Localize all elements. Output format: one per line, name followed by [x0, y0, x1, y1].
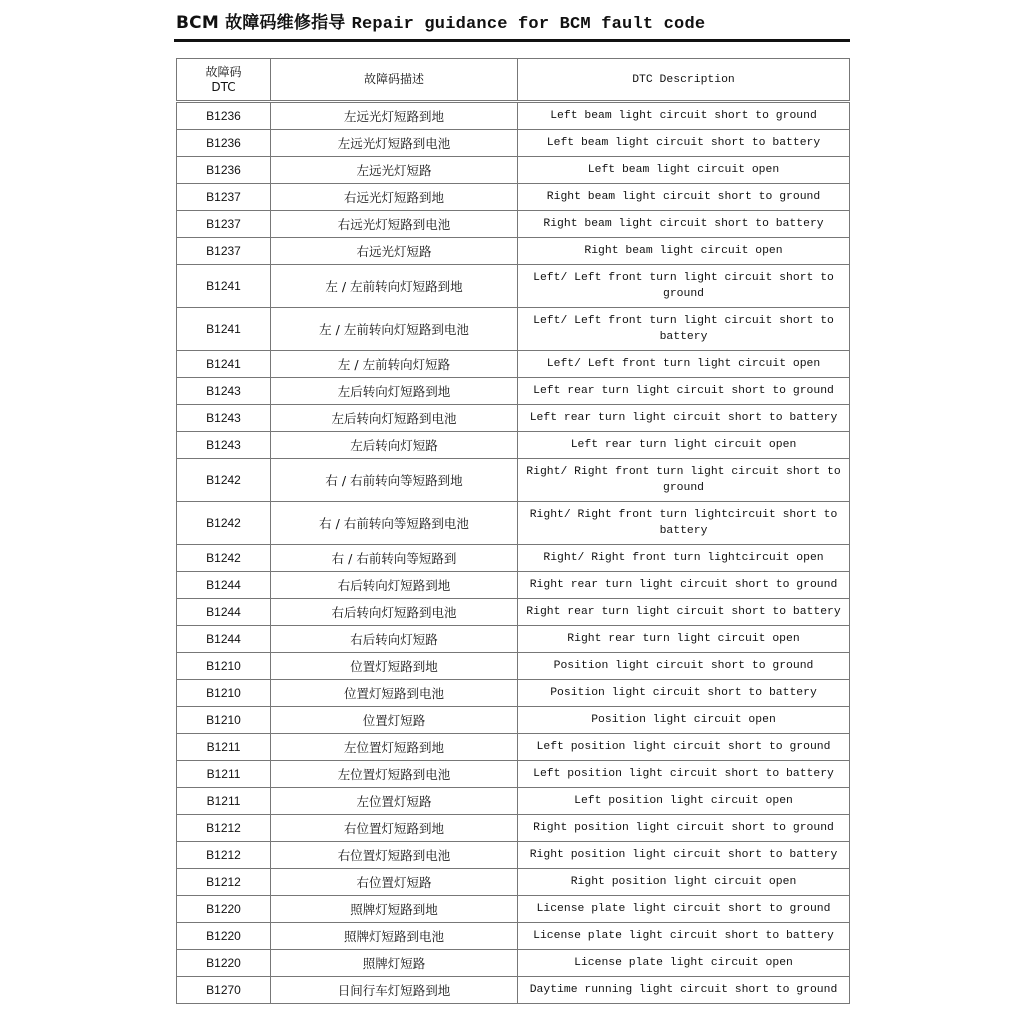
description-en-cell: License plate light circuit open [518, 950, 850, 977]
dtc-code-cell: B1212 [177, 869, 271, 896]
dtc-code-cell: B1210 [177, 653, 271, 680]
table-row [177, 211, 850, 238]
dtc-code-cell: B1270 [177, 977, 271, 1004]
dtc-code-cell: B1237 [177, 211, 271, 238]
table-row [177, 351, 850, 378]
table-row [177, 378, 850, 405]
description-en-cell: License plate light circuit short to battery [518, 923, 850, 950]
dtc-code-cell: B1211 [177, 788, 271, 815]
table-row [177, 265, 850, 308]
dtc-code-cell: B1242 [177, 545, 271, 572]
dtc-code-cell: B1241 [177, 308, 271, 351]
description-cn-cell: 位置灯短路 [271, 707, 518, 734]
table-row [177, 626, 850, 653]
table-row [177, 432, 850, 459]
table-row [177, 405, 850, 432]
table-row [177, 653, 850, 680]
table-row [177, 734, 850, 761]
dtc-code-cell: B1211 [177, 761, 271, 788]
description-cn-cell: 照牌灯短路 [271, 950, 518, 977]
description-en-cell: Left/ Left front turn light circuit short to battery [518, 308, 850, 351]
table-row [177, 707, 850, 734]
description-cn-cell: 左位置灯短路到地 [271, 734, 518, 761]
description-cn-cell: 右远光灯短路到地 [271, 184, 518, 211]
description-en-cell: Right rear turn light circuit short to battery [518, 599, 850, 626]
description-cn-cell: 右 / 右前转向等短路到 [271, 545, 518, 572]
description-en-cell: Left beam light circuit short to battery [518, 130, 850, 157]
description-cn-cell: 左后转向灯短路到电池 [271, 405, 518, 432]
dtc-code-cell: B1220 [177, 896, 271, 923]
description-cn-cell: 右 / 右前转向等短路到电池 [271, 502, 518, 545]
description-en-cell: Right/ Right front turn lightcircuit short to battery [518, 502, 850, 545]
dtc-code-cell: B1241 [177, 351, 271, 378]
description-en-cell: Right beam light circuit short to battery [518, 211, 850, 238]
description-cn-cell: 左远光灯短路到电池 [271, 130, 518, 157]
description-en-cell: Right beam light circuit short to ground [518, 184, 850, 211]
header-dtc-en: DTC [211, 79, 236, 94]
table-row [177, 184, 850, 211]
title-english: Repair guidance for BCM fault code [351, 15, 706, 34]
table-body [177, 102, 850, 1004]
header-dtc [177, 59, 271, 102]
description-cn-cell: 右远光灯短路 [271, 238, 518, 265]
table-row [177, 238, 850, 265]
description-en-cell: Left rear turn light circuit short to ground [518, 378, 850, 405]
table-row [177, 869, 850, 896]
dtc-table [176, 58, 850, 1004]
description-en-cell: Left/ Left front turn light circuit short to ground [518, 265, 850, 308]
description-en-cell: Position light circuit short to battery [518, 680, 850, 707]
dtc-code-cell: B1237 [177, 238, 271, 265]
table-row [177, 680, 850, 707]
description-en-cell: Right position light circuit short to ground [518, 815, 850, 842]
dtc-code-cell: B1210 [177, 680, 271, 707]
description-cn-cell: 左 / 左前转向灯短路到电池 [271, 308, 518, 351]
description-en-cell: Right position light circuit short to battery [518, 842, 850, 869]
description-cn-cell: 右位置灯短路到地 [271, 815, 518, 842]
dtc-code-cell: B1241 [177, 265, 271, 308]
table-row [177, 308, 850, 351]
table-row [177, 815, 850, 842]
header-desc-cn: 故障码描述 [271, 59, 518, 102]
description-cn-cell: 右位置灯短路 [271, 869, 518, 896]
dtc-code-cell: B1236 [177, 157, 271, 184]
description-cn-cell: 左 / 左前转向灯短路到地 [271, 265, 518, 308]
dtc-code-cell: B1243 [177, 432, 271, 459]
table-row [177, 545, 850, 572]
description-cn-cell: 照牌灯短路到电池 [271, 923, 518, 950]
table-row [177, 788, 850, 815]
dtc-code-cell: B1236 [177, 102, 271, 130]
description-en-cell: Right/ Right front turn lightcircuit open [518, 545, 850, 572]
dtc-code-cell: B1211 [177, 734, 271, 761]
description-en-cell: Daytime running light circuit short to ground [518, 977, 850, 1004]
dtc-code-cell: B1210 [177, 707, 271, 734]
table-row [177, 950, 850, 977]
table-row [177, 157, 850, 184]
description-en-cell: Left position light circuit open [518, 788, 850, 815]
table-row [177, 102, 850, 130]
table-row [177, 977, 850, 1004]
header-dtc-cn: 故障码 [205, 64, 242, 79]
description-en-cell: Right rear turn light circuit short to ground [518, 572, 850, 599]
description-cn-cell: 右后转向灯短路到电池 [271, 599, 518, 626]
title-prefix: BCM 故障码维修指导 [176, 13, 346, 33]
description-cn-cell: 左远光灯短路 [271, 157, 518, 184]
description-en-cell: Left rear turn light circuit open [518, 432, 850, 459]
description-en-cell: Left/ Left front turn light circuit open [518, 351, 850, 378]
description-en-cell: Position light circuit open [518, 707, 850, 734]
dtc-code-cell: B1242 [177, 502, 271, 545]
table-row [177, 599, 850, 626]
dtc-code-cell: B1237 [177, 184, 271, 211]
description-cn-cell: 右后转向灯短路 [271, 626, 518, 653]
description-cn-cell: 日间行车灯短路到地 [271, 977, 518, 1004]
table-row [177, 896, 850, 923]
table-row [177, 502, 850, 545]
table-row [177, 572, 850, 599]
table-row [177, 130, 850, 157]
description-en-cell: Right position light circuit open [518, 869, 850, 896]
dtc-code-cell: B1242 [177, 459, 271, 502]
table-row [177, 459, 850, 502]
dtc-code-cell: B1243 [177, 378, 271, 405]
table-row [177, 842, 850, 869]
description-en-cell: Right rear turn light circuit open [518, 626, 850, 653]
description-en-cell: Left rear turn light circuit short to battery [518, 405, 850, 432]
description-en-cell: Right beam light circuit open [518, 238, 850, 265]
description-cn-cell: 照牌灯短路到地 [271, 896, 518, 923]
description-cn-cell: 左远光灯短路到地 [271, 102, 518, 130]
description-en-cell: Right/ Right front turn light circuit short to ground [518, 459, 850, 502]
dtc-code-cell: B1243 [177, 405, 271, 432]
header-desc-en: DTC Description [518, 59, 850, 102]
description-cn-cell: 位置灯短路到电池 [271, 680, 518, 707]
dtc-code-cell: B1212 [177, 842, 271, 869]
description-cn-cell: 右位置灯短路到电池 [271, 842, 518, 869]
description-cn-cell: 位置灯短路到地 [271, 653, 518, 680]
description-en-cell: Left beam light circuit short to ground [518, 102, 850, 130]
dtc-code-cell: B1212 [177, 815, 271, 842]
dtc-code-cell: B1244 [177, 599, 271, 626]
description-cn-cell: 左后转向灯短路到地 [271, 378, 518, 405]
dtc-code-cell: B1236 [177, 130, 271, 157]
description-en-cell: Position light circuit short to ground [518, 653, 850, 680]
description-en-cell: Left beam light circuit open [518, 157, 850, 184]
table-header-row [177, 59, 850, 102]
description-en-cell: Left position light circuit short to ground [518, 734, 850, 761]
description-cn-cell: 右远光灯短路到电池 [271, 211, 518, 238]
dtc-code-cell: B1220 [177, 923, 271, 950]
description-en-cell: Left position light circuit short to battery [518, 761, 850, 788]
page-title [176, 8, 705, 34]
table-row [177, 761, 850, 788]
title-divider [174, 39, 850, 42]
description-cn-cell: 左位置灯短路 [271, 788, 518, 815]
description-cn-cell: 左 / 左前转向灯短路 [271, 351, 518, 378]
description-en-cell: License plate light circuit short to ground [518, 896, 850, 923]
dtc-code-cell: B1244 [177, 572, 271, 599]
table-row [177, 923, 850, 950]
description-cn-cell: 右后转向灯短路到地 [271, 572, 518, 599]
description-cn-cell: 左位置灯短路到电池 [271, 761, 518, 788]
description-cn-cell: 右 / 右前转向等短路到地 [271, 459, 518, 502]
dtc-code-cell: B1244 [177, 626, 271, 653]
dtc-code-cell: B1220 [177, 950, 271, 977]
description-cn-cell: 左后转向灯短路 [271, 432, 518, 459]
